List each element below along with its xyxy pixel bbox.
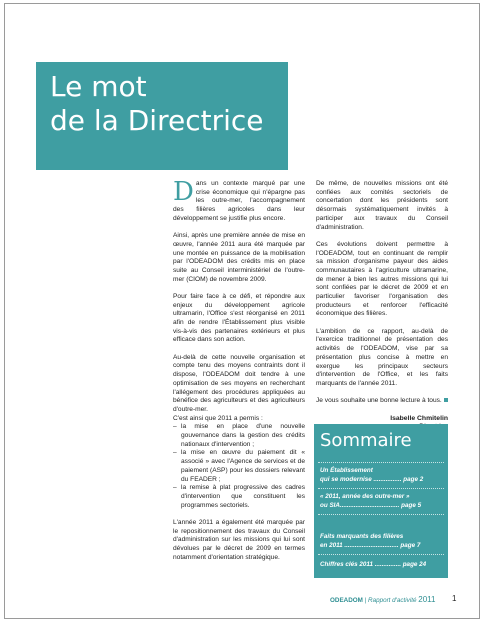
title-banner xyxy=(36,62,288,170)
paragraph-intro xyxy=(173,177,305,224)
paragraph-4: Au-delà de cette nouvelle organisation et compte tenu des moyens contraints dont il dispose, l'ODEADOM doit tendre à une optimisation de ses moyens en recherchant l'allégement des procédures appliquées au bénéfice des agriculteurs et des agriculteurs d'outre-mer. xyxy=(173,353,305,413)
paragraph-2: Ainsi, après une première année de mise en œuvre, l'année 2011 aura été marquée par une montée en puissance de la mobilisation par l'ODEADOM des crédits mis en place suite au Conseil interministériel de l'outre-mer (CIOM) de novembre 2009. xyxy=(173,232,305,283)
title-line-2: de la Directrice xyxy=(50,104,264,137)
list-item: – la mise en œuvre du paiement dit « associé » avec l'Agence de services et de paiement (ASP) pour les dossiers relevant du FEADER ; xyxy=(173,449,305,484)
sommaire-box xyxy=(314,424,448,578)
paragraph-5-intro: C'est ainsi que 2011 a permis : xyxy=(173,414,263,422)
footer-year: 2011 xyxy=(418,595,436,604)
sommaire-item-3[interactable] xyxy=(320,532,444,550)
sommaire-item-1[interactable] xyxy=(320,466,444,484)
sommaire-item-line: ou SIA.................................. page 5 xyxy=(320,502,422,509)
sommaire-item-2[interactable] xyxy=(320,492,444,510)
footer-org: ODEADOM xyxy=(330,597,363,604)
sommaire-item-line: Faits marquants des filières xyxy=(320,533,404,540)
closing-line xyxy=(316,397,448,406)
divider xyxy=(318,514,444,515)
paragraph-right-2: Ces évolutions doivent permettre à l'ODEADOM, tout en continuant de remplir sa mission d'organisme payeur des aides communautaires à l'agriculture ultramarine, de mener à bien les autres missions qui lui sont confiées par le décret de 2009 et en particulier favoriser l'organisation des producteurs et renforcer l'efficacité économique des filières. xyxy=(316,240,448,318)
footer-report: Rapport d'activité xyxy=(368,597,417,604)
sommaire-item-line: « 2011, année des outre-mer » xyxy=(320,493,410,500)
sommaire-item-line: en 2011 ............................... page 7 xyxy=(320,542,421,549)
dropcap: D xyxy=(173,177,194,207)
title-line-1: Le mot xyxy=(50,70,147,103)
divider xyxy=(318,462,444,463)
sommaire-item-line: Un Établissement xyxy=(320,467,373,474)
achievements-list xyxy=(173,423,305,510)
right-column xyxy=(316,180,448,432)
sommaire-item-4[interactable] xyxy=(320,560,444,569)
paragraph-3: Pour faire face à ce défi, et répondre aux enjeux du développement agricole ultramarin, l'Office s'est réorganisé en 2011 afin de rendre l'Établissement plus visible vis-à-vis des partenaires extérieurs et plus efficace dans son action. xyxy=(173,292,305,344)
signature-name: Isabelle Chmitelin xyxy=(390,414,448,422)
page-footer xyxy=(330,595,460,605)
sommaire-title: Sommaire xyxy=(320,430,412,451)
paragraph-right-3: L'ambition de ce rapport, au-delà de l'exercice traditionnel de présentation des activités de l'ODEADOM, vise par sa présentation plus concise à mettre en exergue les principaux secteurs d'intervention de l'Office, et les faits marquants de l'année 2011. xyxy=(316,327,448,387)
list-item: – la mise en place d'une nouvelle gouvernance dans la gestion des crédits nationaux d'intervention ; xyxy=(173,423,305,449)
page-number: 1 xyxy=(452,594,457,603)
paragraph-intro-text: ans un contexte marqué par une crise économique qui n'épargne pas les outre-mer, l'accompagnement des filières agricoles dans leur développement se justifie plus encore. xyxy=(173,180,305,222)
paragraph-6: L'année 2011 a également été marquée par le repositionnement des travaux du Conseil d'administration sur les missions qui lui sont dévolues par le décret de 2009 en termes notamment d'orientation stratégique. xyxy=(173,518,305,561)
paragraph-right-1: De même, de nouvelles missions ont été confiées aux comités sectoriels de concertation dont les présidents sont désormais systématiquement invités à participer aux travaux du Conseil d'administration. xyxy=(316,180,448,231)
left-column xyxy=(173,177,305,571)
footer-separator: | xyxy=(364,597,367,604)
end-square-icon xyxy=(444,398,448,402)
sommaire-item-line: Chiffres clés 2011 ............... page 24 xyxy=(320,561,427,568)
divider xyxy=(318,488,444,489)
list-item: – la remise à plat progressive des cadres d'intervention que constituent les programmes sectoriels. xyxy=(173,484,305,510)
closing-text: Je vous souhaite une bonne lecture à tous. xyxy=(316,397,442,405)
divider xyxy=(318,554,444,555)
sommaire-item-line: qui se modernise ................ page 2 xyxy=(320,476,424,483)
